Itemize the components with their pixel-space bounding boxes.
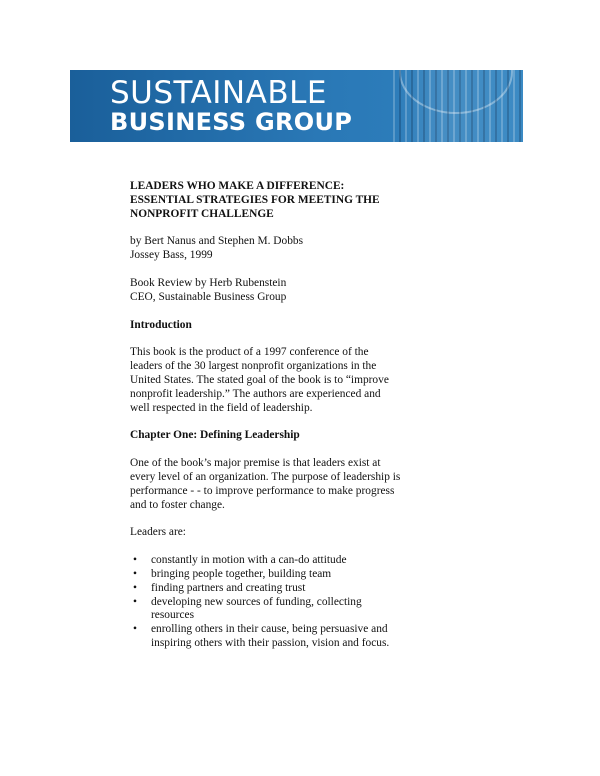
book-authors: by Bert Nanus and Stephen M. Dobbs [130,235,304,248]
list-item: • developing new sources of funding, collecting resources [130,596,402,624]
list-item: • enrolling others in their cause, being persuasive and inspiring others with their passion, vision and focus. [130,623,402,651]
list-item: • finding partners and creating trust [130,582,402,596]
title-line: LEADERS WHO MAKE A DIFFERENCE: [130,180,345,192]
intro-heading: Introduction [130,318,192,331]
leaders-are-label: Leaders are: [130,526,186,539]
title-line: ESSENTIAL STRATEGIES FOR MEETING THE [130,193,380,206]
banner-columns-graphic [393,70,523,142]
document-title [130,180,402,221]
book-publisher: Jossey Bass, 1999 [130,249,213,262]
document-body [130,180,402,651]
review-author: Book Review by Herb Rubenstein [130,276,287,289]
banner-title-line2: BUSINESS GROUP [110,108,353,136]
banner-title-line1: SUSTAINABLE [110,75,327,111]
review-info [130,277,402,305]
intro-paragraph: This book is the product of a 1997 conference of the leaders of the 30 largest nonprofit organizations in the United States. The stated goal of the book is to “improve nonprofit leadership.” The authors are experienced and well respected in the field of leadership. [130,346,389,414]
book-info [130,235,402,263]
chapter-one-paragraph: One of the book’s major premise is that leaders exist at every level of an organization. The purpose of leadership is performance - - to improve performance to make progress and to foster change. [130,457,401,511]
leaders-list [130,554,402,651]
list-item: • constantly in motion with a can-do attitude [130,554,402,568]
chapter-one-heading: Chapter One: Defining Leadership [130,429,300,442]
title-line: NONPROFIT CHALLENGE [130,207,274,220]
list-item: • bringing people together, building team [130,568,402,582]
review-author-role: CEO, Sustainable Business Group [130,290,287,303]
header-banner [70,70,523,142]
